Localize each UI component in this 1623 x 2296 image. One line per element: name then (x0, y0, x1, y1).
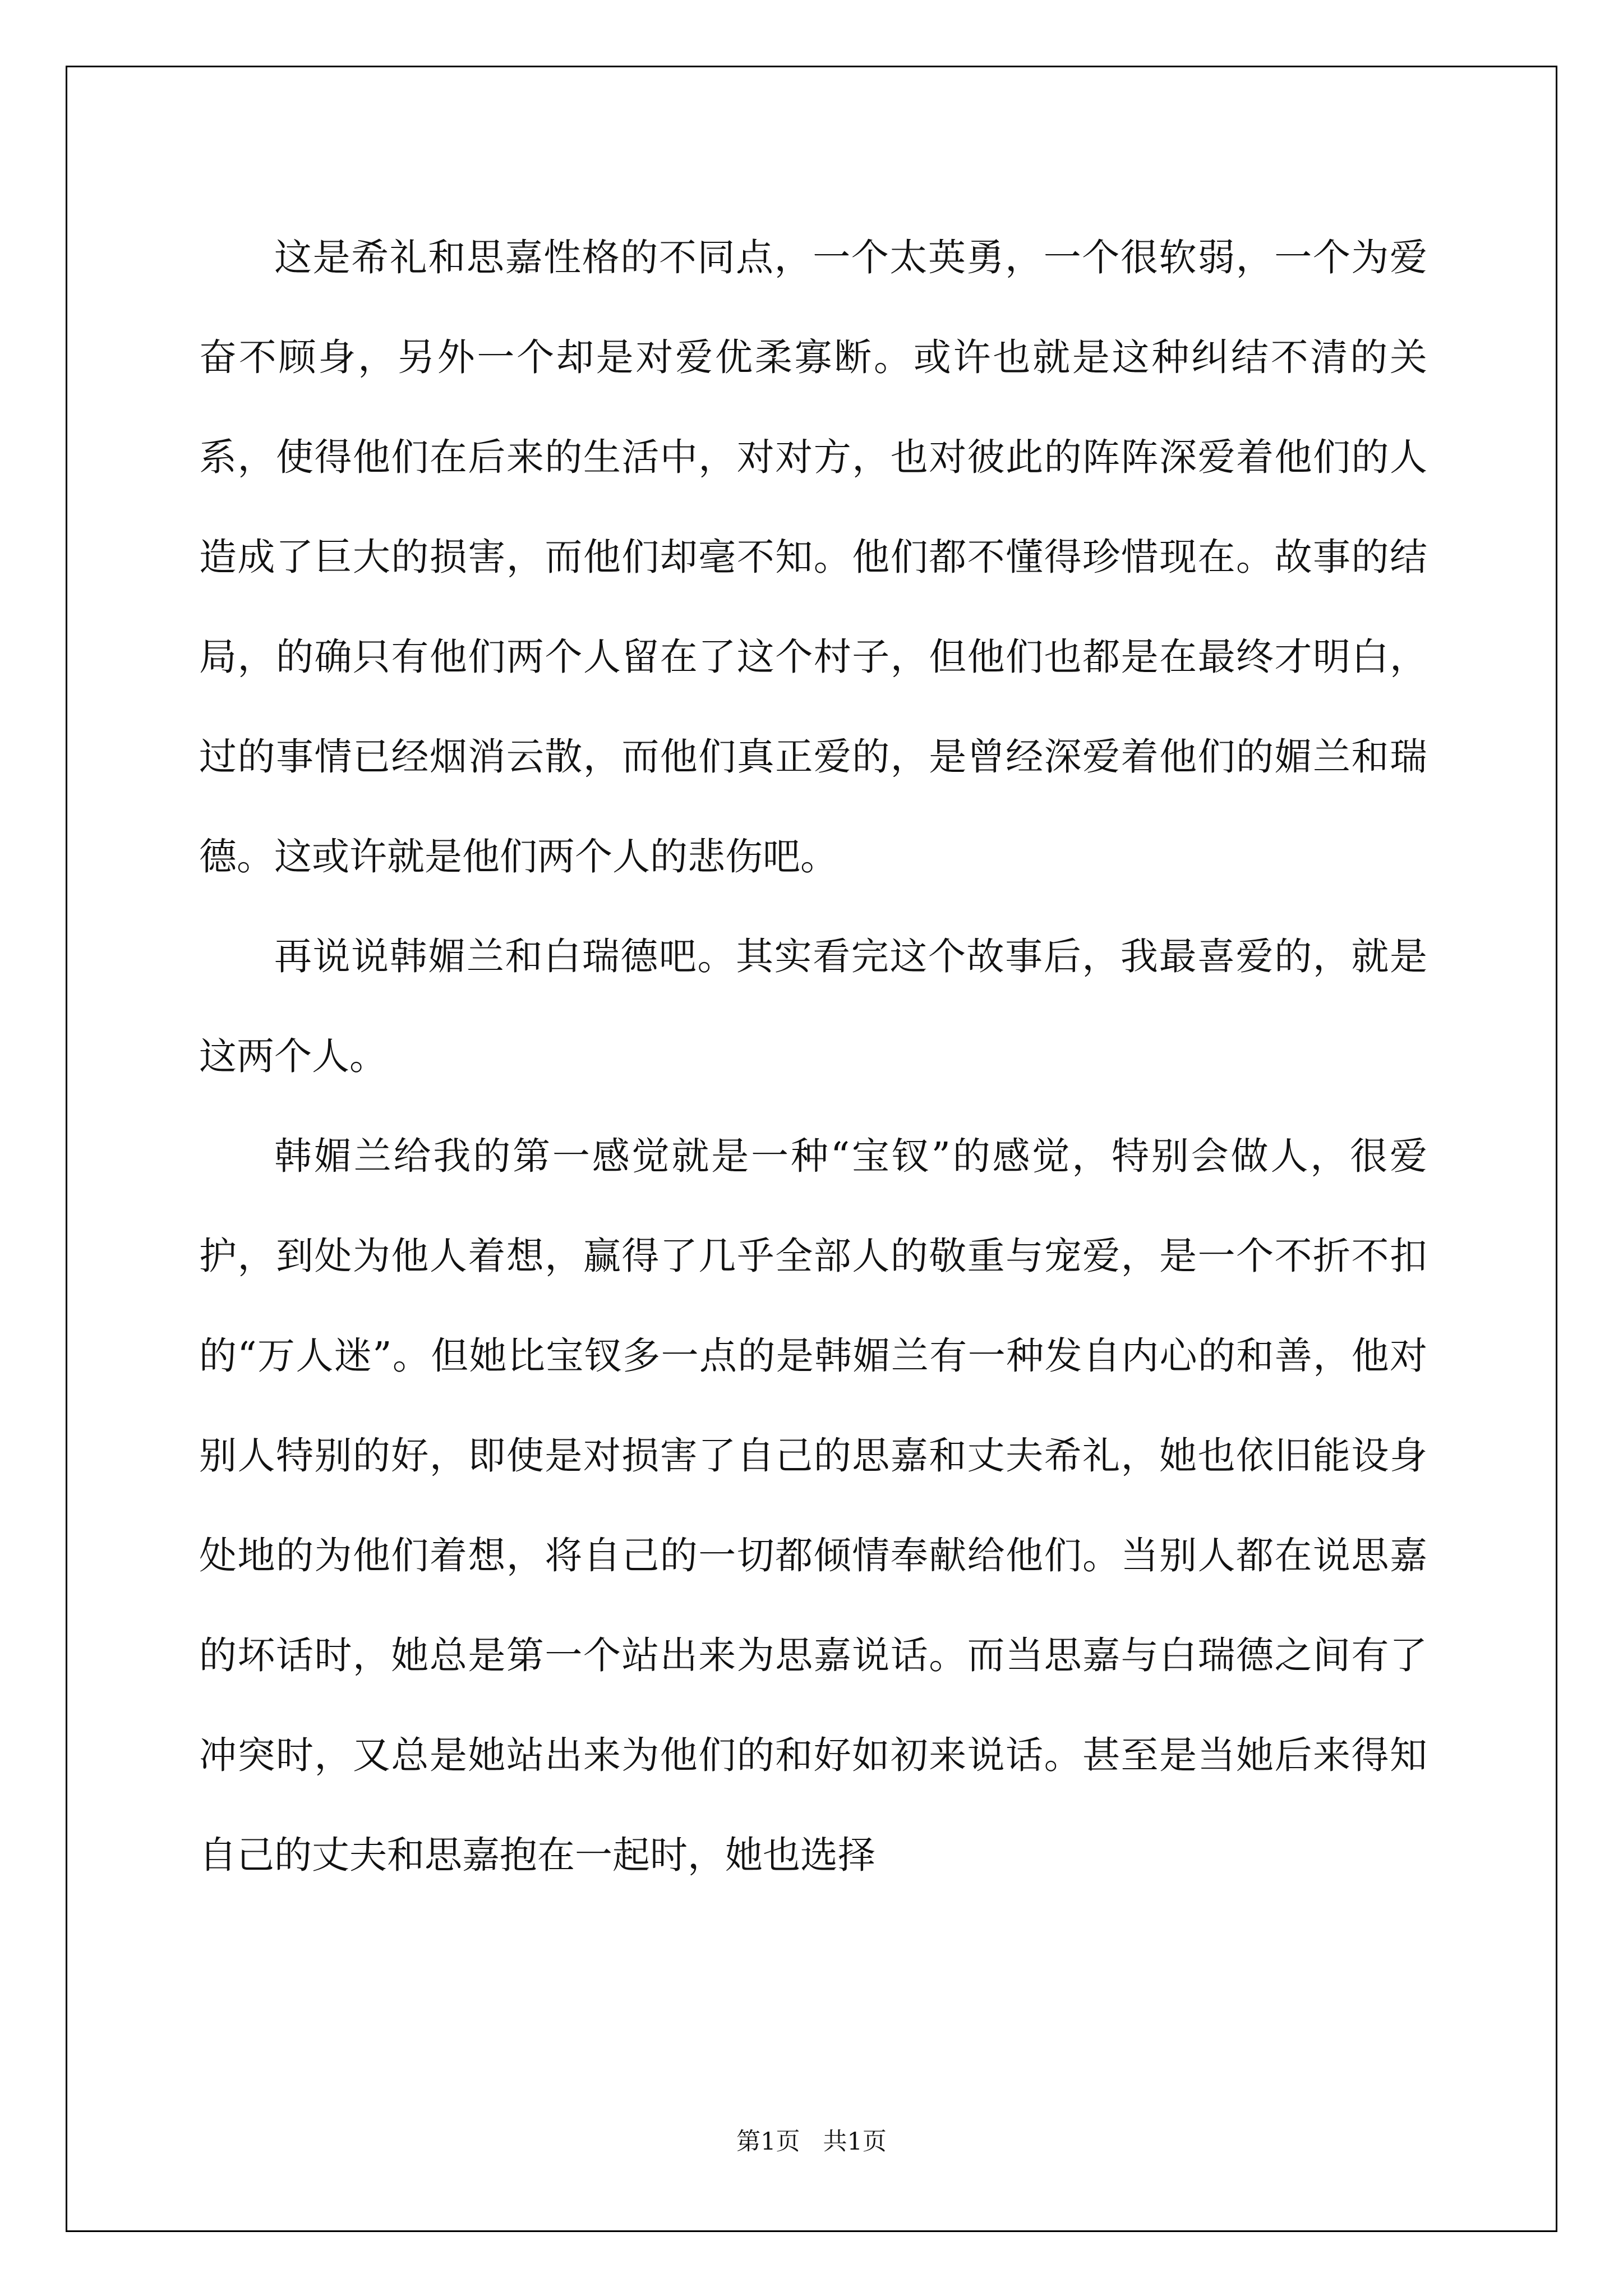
page-number: 第1页 (736, 2128, 800, 2156)
page-total: 共1页 (823, 2128, 887, 2156)
document-body (199, 208, 1427, 1905)
paragraph-1: 这是希礼和思嘉性格的不同点，一个太英勇，一个很软弱，一个为爱奋不顾身，另外一个却是对爱优柔寡断。或许也就是这种纠结不清的关系，使得他们在后来的生活中，对对方，也对彼此的阵阵深爱着他们的人造成了巨大的损害，而他们却毫不知。他们都不懂得珍惜现在。故事的结局，的确只有他们两个人留在了这个村子，但他们也都是在最终才明白，过的事情已经烟消云散，而他们真正爱的，是曾经深爱着他们的媚兰和瑞德。这或许就是他们两个人的悲伤吧。 (199, 236, 1427, 878)
paragraph-2: 再说说韩媚兰和白瑞德吧。其实看完这个故事后，我最喜爱的，就是这两个人。 (199, 935, 1427, 1078)
page-footer (0, 2123, 1623, 2157)
paragraph-3: 韩媚兰给我的第一感觉就是一种“宝钗”的感觉，特别会做人，很爱护，到处为他人着想，赢得了几乎全部人的敬重与宠爱，是一个不折不扣的“万人迷”。但她比宝钗多一点的是韩媚兰有一种发自内心的和善，他对别人特别的好，即使是对损害了自己的思嘉和丈夫希礼，她也依旧能设身处地的为他们着想，将自己的一切都倾情奉献给他们。当别人都在说思嘉的坏话时，她总是第一个站出来为思嘉说话。而当思嘉与白瑞德之间有了冲突时，又总是她站出来为他们的和好如初来说话。甚至是当她后来得知自己的丈夫和思嘉抱在一起时，她也选择 (199, 1134, 1427, 1877)
